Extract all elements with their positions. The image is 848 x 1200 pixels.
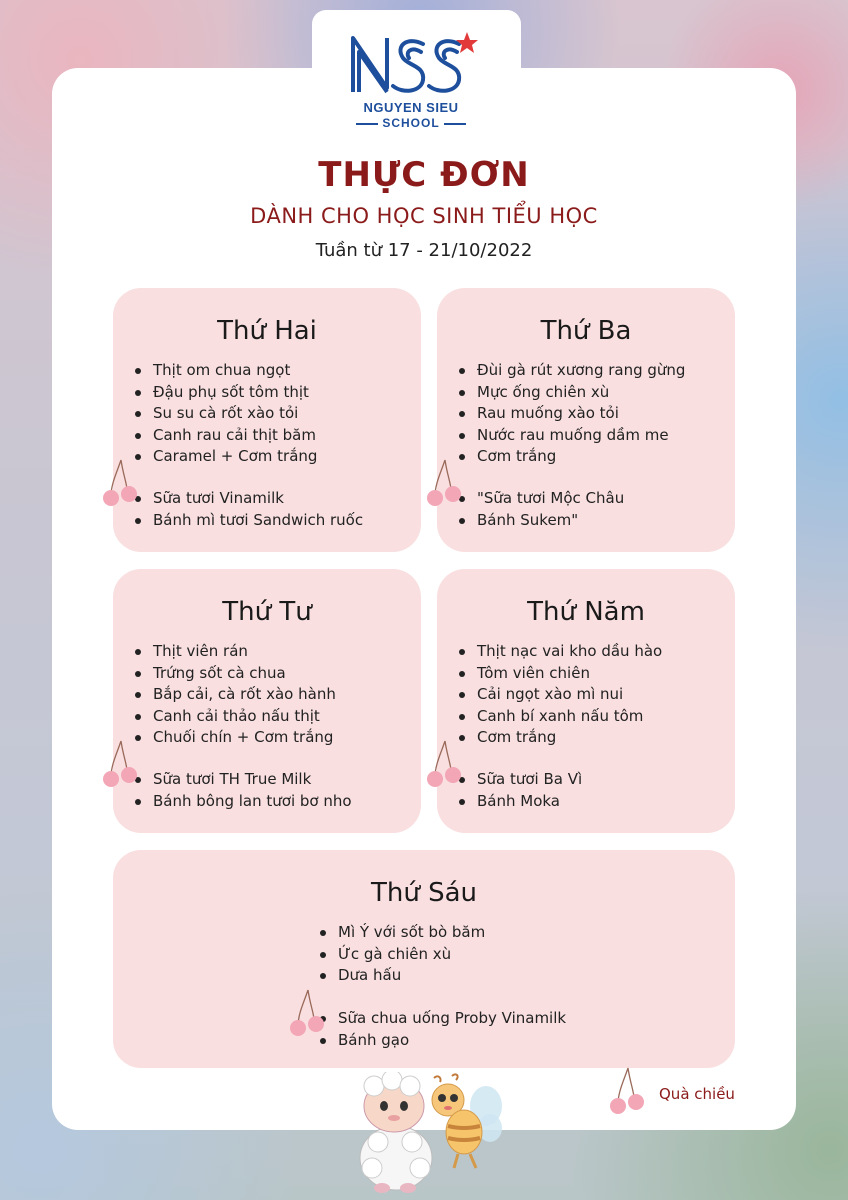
list-item: Bắp cải, cà rốt xào hành (133, 684, 336, 706)
day-title: Thứ Hai (217, 316, 317, 346)
snack-list (318, 1008, 566, 1051)
list-item: Caramel + Cơm trắng (133, 446, 317, 468)
logo-school-label: SCHOOL (382, 116, 440, 130)
list-item: Canh cải thảo nấu thịt (133, 706, 336, 728)
week-range: Tuần từ 17 - 21/10/2022 (315, 240, 533, 261)
cherry-icon (101, 458, 141, 508)
list-item: Thịt viên rán (133, 641, 336, 663)
list-item: Mì Ý với sốt bò băm (318, 922, 485, 944)
cherry-icon (608, 1066, 648, 1116)
day-card-thursday (437, 569, 735, 833)
day-title: Thứ Ba (540, 316, 632, 346)
list-item: Bánh mì tươi Sandwich ruốc (133, 510, 363, 532)
snack-list (457, 488, 624, 531)
main-dishes (133, 641, 336, 749)
day-card-monday (113, 288, 421, 552)
logo-text-line1: NGUYEN SIEU (363, 100, 459, 115)
list-item: Trứng sốt cà chua (133, 663, 336, 685)
day-card-friday (113, 850, 735, 1068)
list-item: Bánh bông lan tươi bơ nho (133, 791, 352, 813)
main-dishes (133, 360, 317, 468)
list-item: "Sữa tươi Mộc Châu (457, 488, 624, 510)
cherry-icon (425, 739, 465, 789)
list-item: Su su cà rốt xào tỏi (133, 403, 317, 425)
list-item: Nước rau muống dầm me (457, 425, 685, 447)
list-item: Canh rau cải thịt băm (133, 425, 317, 447)
list-item: Cơm trắng (457, 727, 662, 749)
list-item: Bánh Moka (457, 791, 582, 813)
list-item: Sữa tươi Ba Vì (457, 769, 582, 791)
list-item: Sữa tươi Vinamilk (133, 488, 363, 510)
list-item: Rau muống xào tỏi (457, 403, 685, 425)
list-item: Thịt nạc vai kho dầu hào (457, 641, 662, 663)
list-item: Chuối chín + Cơm trắng (133, 727, 336, 749)
main-dishes (457, 641, 662, 749)
list-item: Thịt om chua ngọt (133, 360, 317, 382)
list-item: Bánh Sukem" (457, 510, 624, 532)
nss-logo-icon (349, 30, 479, 100)
list-item: Cơm trắng (457, 446, 685, 468)
legend-label: Quà chiều (659, 1085, 735, 1103)
snack-list (457, 769, 582, 812)
snack-list (133, 769, 352, 812)
cherry-icon (288, 988, 328, 1038)
list-item: Sữa tươi TH True Milk (133, 769, 352, 791)
cherry-icon (425, 458, 465, 508)
list-item: Đùi gà rút xương rang gừng (457, 360, 685, 382)
logo-text-line2 (349, 116, 473, 130)
main-dishes (457, 360, 685, 468)
list-item: Sữa chua uống Proby Vinamilk (318, 1008, 566, 1030)
main-dishes (318, 922, 485, 987)
day-title: Thứ Sáu (370, 878, 478, 908)
day-title: Thứ Năm (527, 597, 645, 627)
list-item: Mực ống chiên xù (457, 382, 685, 404)
list-item: Bánh gạo (318, 1030, 566, 1052)
page-subtitle: DÀNH CHO HỌC SINH TIỂU HỌC (250, 204, 598, 228)
list-item: Canh bí xanh nấu tôm (457, 706, 662, 728)
day-card-tuesday (437, 288, 735, 552)
day-card-wednesday (113, 569, 421, 833)
day-title: Thứ Tư (222, 597, 312, 627)
list-item: Ức gà chiên xù (318, 944, 485, 966)
page-title: THỰC ĐƠN (318, 155, 530, 195)
school-logo (349, 30, 479, 136)
bee-mascot (424, 1072, 508, 1172)
snack-list (133, 488, 363, 531)
list-item: Cải ngọt xào mì nui (457, 684, 662, 706)
list-item: Dưa hấu (318, 965, 485, 987)
list-item: Tôm viên chiên (457, 663, 662, 685)
cherry-icon (101, 739, 141, 789)
list-item: Đậu phụ sốt tôm thịt (133, 382, 317, 404)
